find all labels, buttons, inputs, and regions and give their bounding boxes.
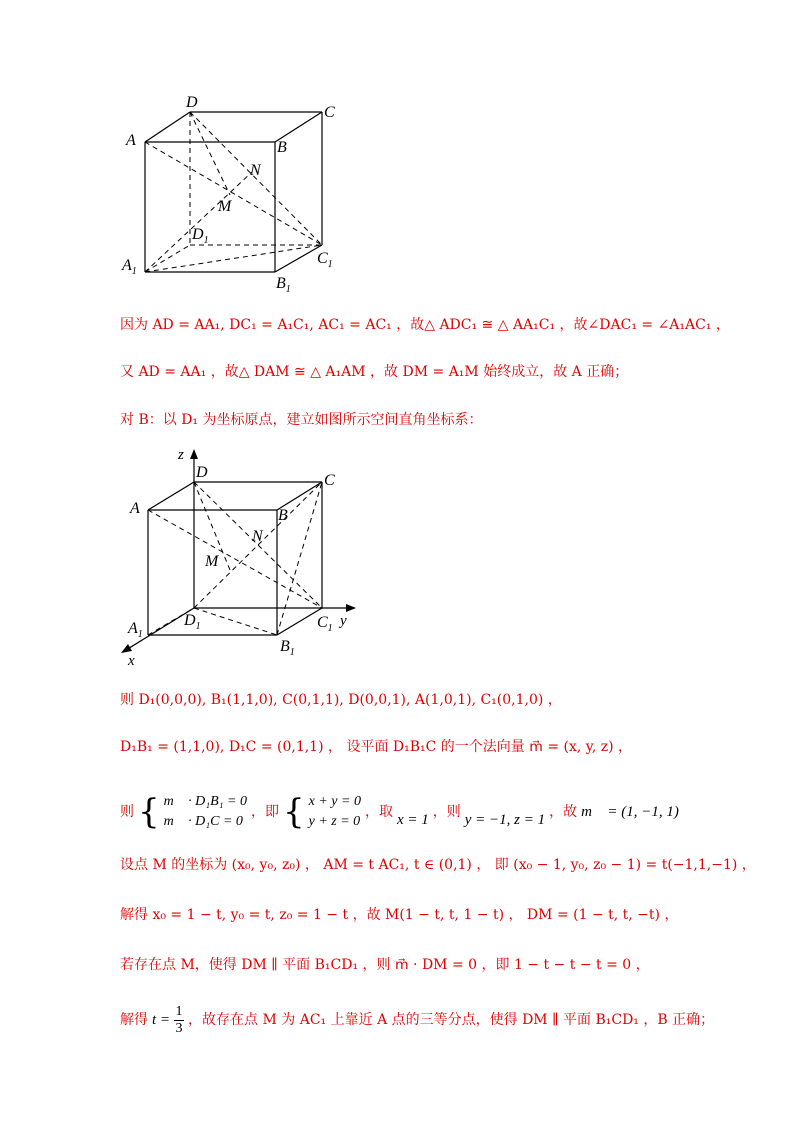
label-M: M xyxy=(205,553,219,570)
label-C: C xyxy=(324,104,335,121)
text-line-6 xyxy=(120,790,694,834)
label-D: D xyxy=(186,94,198,111)
edge xyxy=(275,112,322,142)
eq-1b: m⃗ · D₁C = 0 xyxy=(163,814,243,829)
label-x: x xyxy=(128,653,135,669)
edge xyxy=(277,482,322,510)
segment-DM xyxy=(190,112,230,195)
label-D: D xyxy=(196,464,208,481)
fraction-denominator: 3 xyxy=(175,1020,183,1036)
eq-2a: x + y = 0 xyxy=(308,794,361,809)
text-line-2: 又 AD = AA₁ ，故△ DAM ≅ △ A₁AM ，故 DM = A₁M 始终成立，故 A 正确； xyxy=(120,364,629,380)
brace-icon: { xyxy=(138,792,160,832)
diagonal-AC1 xyxy=(148,510,322,608)
y-arrow-icon xyxy=(346,604,356,612)
text-line-3: 对 B：以 D₁ 为坐标原点，建立如图所示空间直角坐标系： xyxy=(120,412,483,428)
eq-2b: y + z = 0 xyxy=(308,814,361,829)
text-line-1: 因为 AD = AA₁, DC₁ = A₁C₁, AC₁ = AC₁ ，故△ ADC₁ ≅ △ AA₁C₁ ，故∠DAC₁ = ∠A₁AC₁ ， xyxy=(120,317,730,333)
label-C: C xyxy=(324,472,335,489)
diagonal-A1C1 xyxy=(145,245,322,272)
segment-D1B1 xyxy=(194,608,277,635)
ie-label: ，即 xyxy=(250,804,279,820)
z-arrow-icon xyxy=(190,449,198,459)
label-D1: $D_1$ xyxy=(184,612,201,632)
brace-icon: { xyxy=(282,792,305,832)
x-arrow-icon xyxy=(121,644,132,653)
label-B1: $B_1$ xyxy=(280,638,295,658)
take-label: ，取 xyxy=(364,804,393,820)
label-B1: $B_1$ xyxy=(276,275,291,295)
x-value: x = 1 xyxy=(396,812,429,828)
diagonal-AC1 xyxy=(145,142,322,245)
normal-vector: m⃗ = (1, −1, 1) ； xyxy=(581,804,695,820)
label-B: B xyxy=(278,507,288,524)
fraction-numerator: 1 xyxy=(175,1003,183,1019)
label-A1: $A_1$ xyxy=(128,620,143,640)
label-B: B xyxy=(277,139,287,156)
so-label: ，故 xyxy=(549,804,578,820)
label-N: N xyxy=(252,528,263,545)
text-line-8: 解得 x₀ = 1 − t, y₀ = t, z₀ = 1 − t ，故 M(1 − t, t, 1 − t) ， DM = (1 − t, t, −t) ， xyxy=(120,907,679,923)
label-D1: $D_1$ xyxy=(192,226,209,246)
conclusion-text: ，故存在点 M 为 AC₁ 上靠近 A 点的三等分点，使得 DM ∥ 平面 B₁CD₁ ，B 正确； xyxy=(188,1012,715,1028)
then-label-2: ，则 xyxy=(432,804,461,820)
diagonal-DC1 xyxy=(194,482,322,608)
label-A: A xyxy=(126,132,136,149)
label-C1: $C_1$ xyxy=(317,614,333,634)
equation-system-1 xyxy=(164,792,247,832)
solve-label: 解得 xyxy=(120,1012,148,1028)
text-line-4: 则 D₁(0,0,0), B₁(1,1,0), C(0,1,1), D(0,0,1), A(1,0,1), C₁(0,1,0) ， xyxy=(120,692,562,708)
text-line-5: D₁B₁ = (1,1,0), D₁C = (0,1,1) ， 设平面 D₁B₁C 的一个法向量 m⃗ = (x, y, z) ， xyxy=(120,739,633,755)
label-M: M xyxy=(218,198,232,215)
segment-A1N xyxy=(145,172,252,272)
then-label: 则 xyxy=(120,804,134,820)
segment-D1C xyxy=(194,482,322,608)
label-z: z xyxy=(178,447,184,463)
edge xyxy=(145,112,190,142)
edge xyxy=(277,608,322,635)
equation-system-2 xyxy=(309,792,361,832)
label-y: y xyxy=(340,613,347,629)
text-line-10 xyxy=(120,998,714,1042)
label-C1: $C_1$ xyxy=(317,250,333,270)
label-A1: $A_1$ xyxy=(122,257,137,277)
label-N: N xyxy=(250,162,261,179)
cube-figure-coordinates xyxy=(110,445,370,670)
t-equals: t = xyxy=(152,1012,171,1028)
label-A: A xyxy=(130,500,140,517)
text-line-9: 若存在点 M，使得 DM ∥ 平面 B₁CD₁ ，则 m⃗ · DM = 0 ，即 1 − t − t − t = 0 ， xyxy=(120,957,650,973)
eq-1a: m⃗ · D₁B₁ = 0 xyxy=(163,794,247,809)
hidden-edge xyxy=(145,245,190,272)
fraction xyxy=(174,1004,184,1037)
yz-values: y = −1, z = 1 xyxy=(464,812,546,828)
text-line-7: 设点 M 的坐标为 (x₀, y₀, z₀) ， AM = t AC₁, t ∈ (0,1) ， 即 (x₀ − 1, y₀, z₀ − 1) = t(−1,1,−1) ， xyxy=(120,857,756,873)
edge xyxy=(148,482,194,510)
cube-figure-top xyxy=(110,85,370,300)
